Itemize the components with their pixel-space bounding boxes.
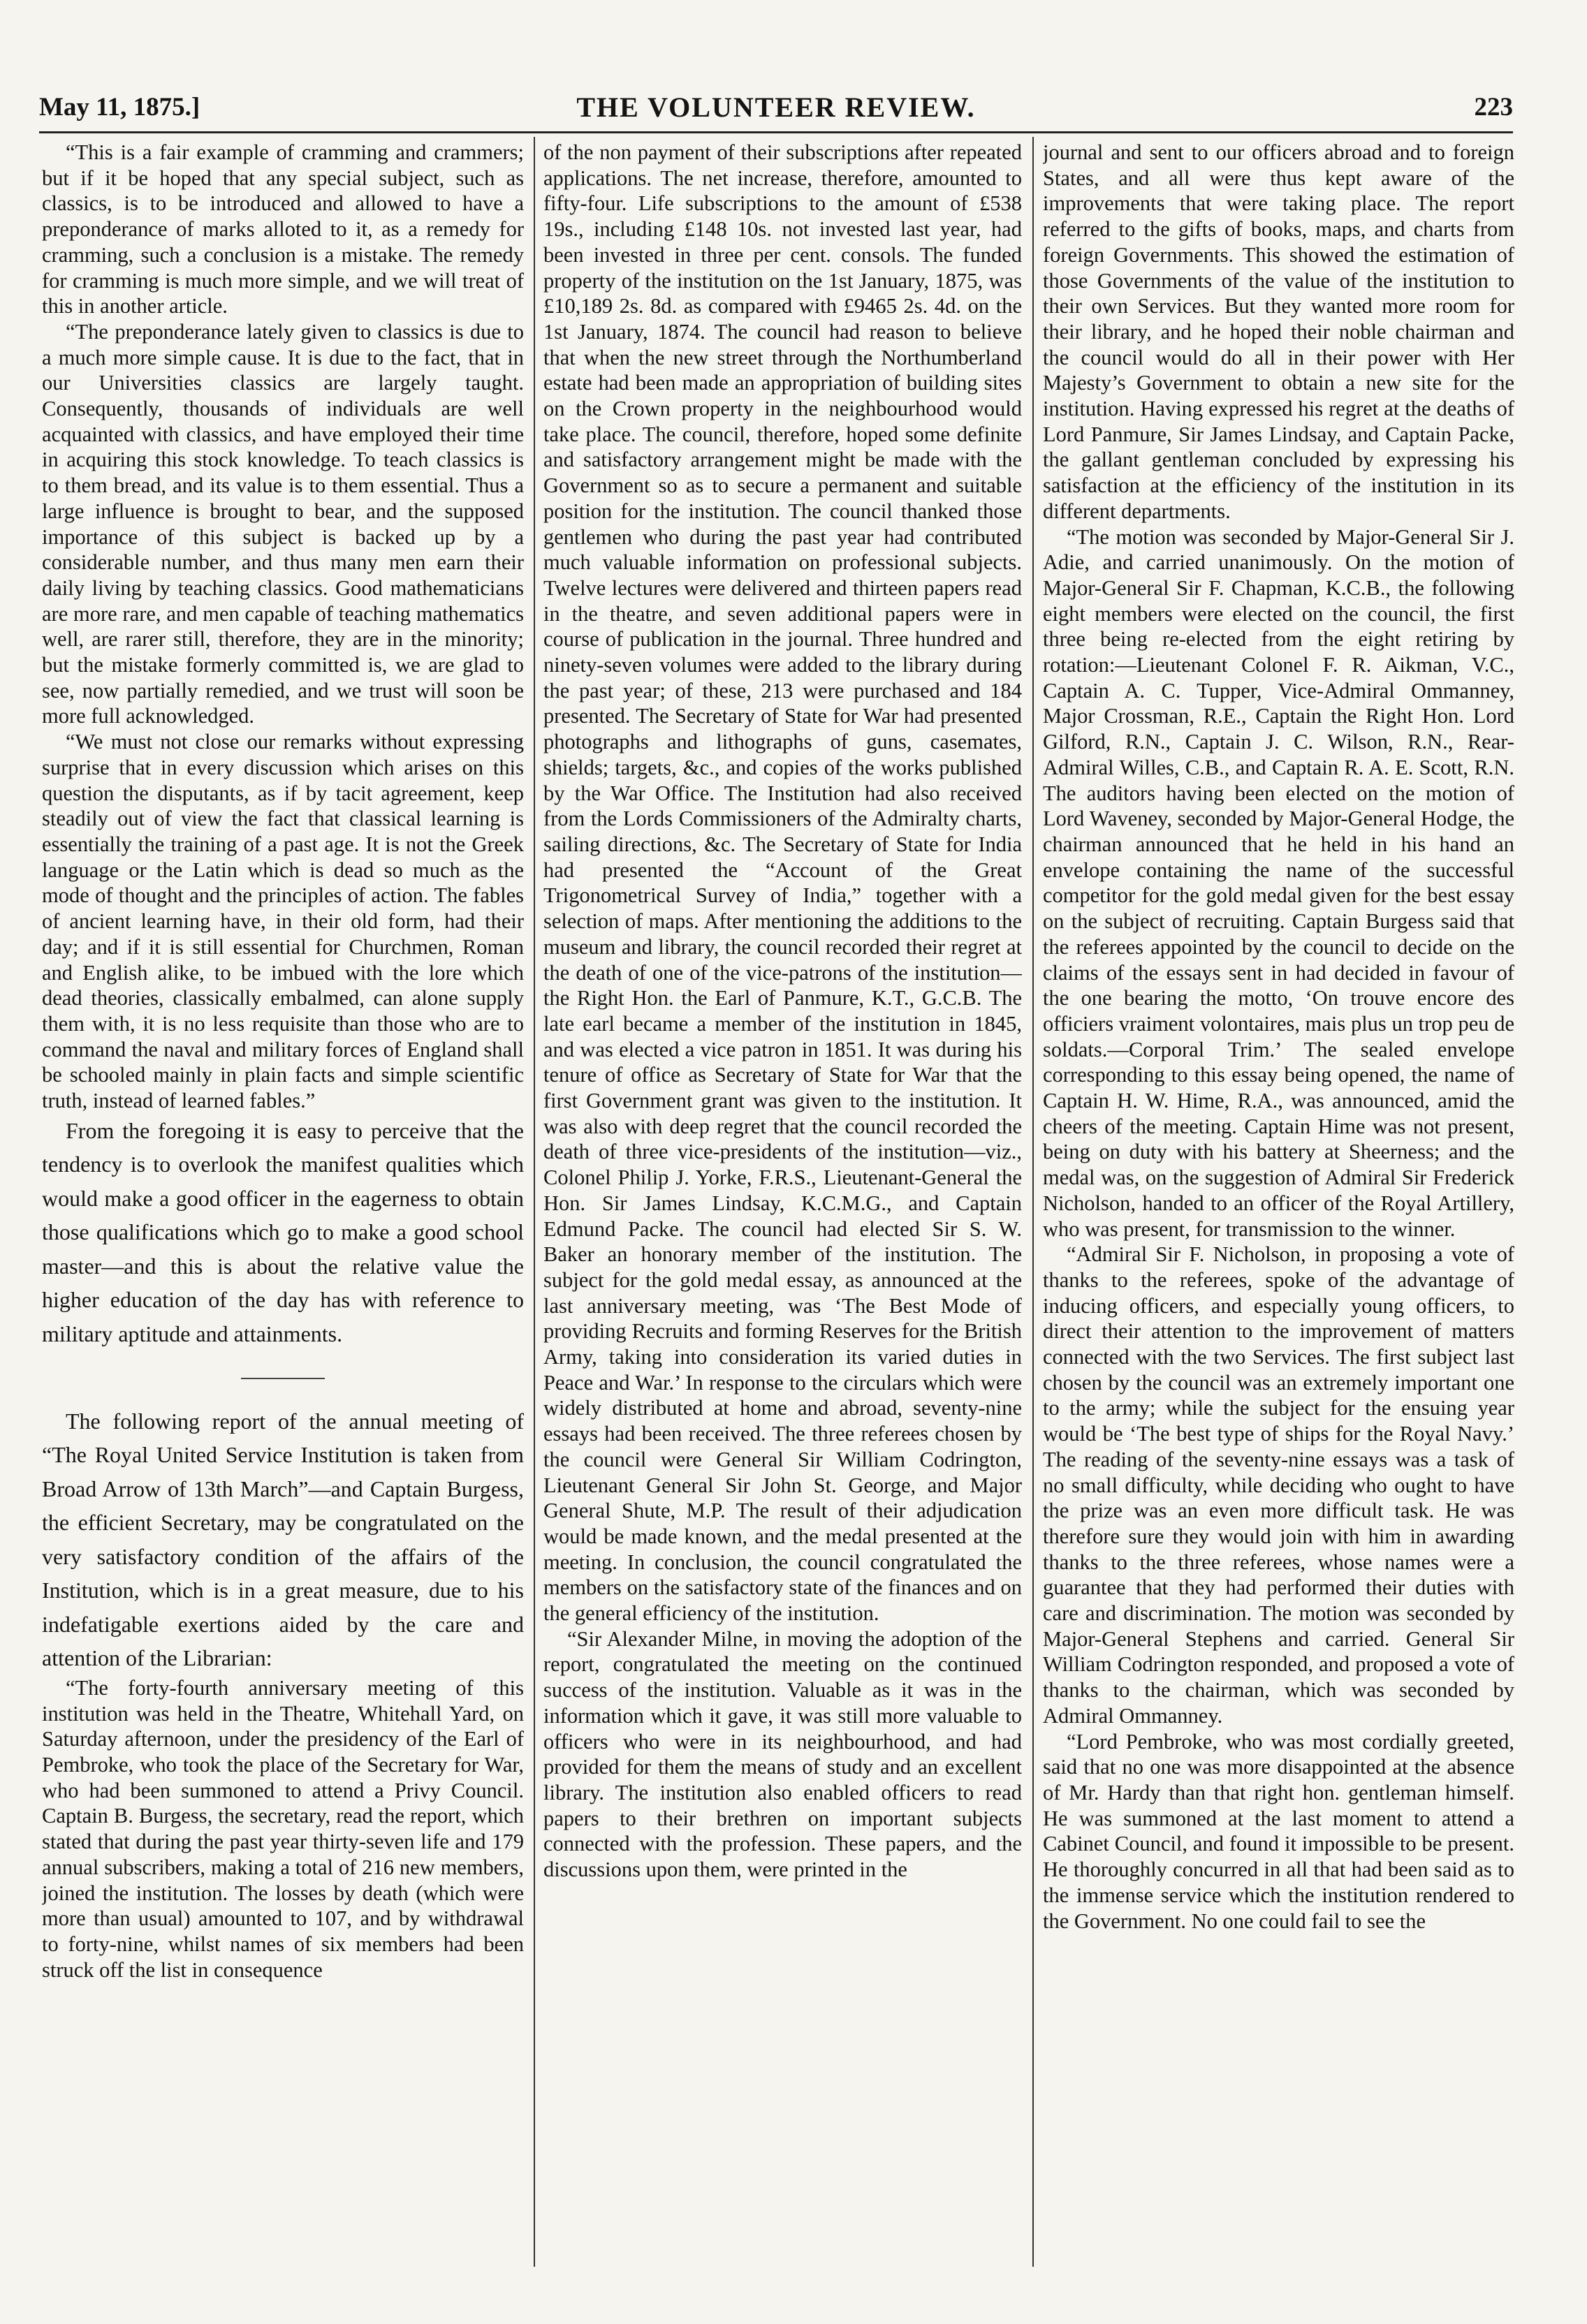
- page-number: 223: [1474, 93, 1513, 122]
- paragraph: From the foregoing it is easy to perceive that the tendency is to overlook the manifest qualities which would make a good officer in the eagerness to obtain those qualifications which go to make a good school master—and this is about the relative value the higher education of the day has with reference to military aptitude and attainments.: [42, 1117, 524, 1346]
- column-1: [42, 140, 524, 2270]
- paragraph: “This is a fair example of cramming and crammers; but if it be hoped that any special subject, such as classics, is to be introduced and allowed to have a preponderance of marks alloted to it, as a remedy for cramming, such a conclusion is a mistake. The remedy for cramming is much more simple, and we will treat of this in another article.: [42, 140, 524, 318]
- column-divider: [534, 137, 535, 2267]
- section-divider: [42, 1365, 524, 1390]
- paragraph: “Admiral Sir F. Nicholson, in proposing a vote of thanks to the referees, spoke of the advantage of inducing officers, and especially young officers, to direct their attention to the improvement of matters connected with the two Services. The first subject last chosen by the council was an extremely important one to the army; while the subject for the ensuing year would be ‘The best type of ships for the Royal Navy.’ The reading of the seventy-nine essays was a task of no small difficulty, while deciding who ought to have the prize was an even more difficult task. He was therefore sure they would join with him in awarding thanks to the three referees, whose names were a guarantee that they had performed their duties with care and discrimination. The motion was seconded by Major-General Stephens and carried. General Sir William Codrington responded, and proposed a vote of thanks to the chairman, which was seconded by Admiral Ommanney.: [1043, 1242, 1514, 1728]
- paragraph: The following report of the annual meeting of “The Royal United Service Institution is taken from Broad Arrow of 13th March”—and Captain Burgess, the efficient Secretary, may be congratulated on the very satisfactory condition of the affairs of the Institution, which is in a great measure, due to his indefatigable exertions aided by the care and attention of the Librarian:: [42, 1408, 524, 1671]
- issue-date: May 11, 1875.]: [39, 93, 200, 122]
- header-rule: [39, 131, 1513, 133]
- paragraph: “The motion was seconded by Major-General Sir J. Adie, and carried unanimously. On the motion of Major-General Sir F. Chapman, K.C.B., the following eight members were elected on the council, the first three being re-elected from the eight retiring by rotation:—Lieutenant Colonel F. R. Aikman, V.C., Captain A. C. Tupper, Vice-Admiral Ommanney, Major Crossman, R.E., Captain the Right Hon. Lord Gilford, R.N., Captain J. C. Wilson, R.N., Rear-Admiral Willes, C.B., and Captain R. A. E. Scott, R.N. The auditors having been elected on the motion of Lord Waveney, seconded by Major-General Hodge, the chairman announced that he held in his hand an envelope containing the name of the successful competitor for the gold medal given for the best essay on the subject of recruiting. Captain Burgess said that the referees appointed by the council to decide on the claims of the essays sent in had decided in favour of the one bearing the motto, ‘On trouve encore des officiers vraiment volontaires, mais plus un trop peu de soldats.—Corporal Trim.’ The sealed envelope corresponding to this essay being opened, the name of Captain H. W. Hime, R.A., was announced, amid the cheers of the meeting. Captain Hime was not present, being on duty with his battery at Sheerness; and the medal was, on the suggestion of Admiral Sir Frederick Nicholson, handed to an officer of the Royal Artillery, who was present, for transmission to the winner.: [1043, 524, 1514, 1241]
- paragraph: “Sir Alexander Milne, in moving the adoption of the report, congratulated the meeting on the continued success of the institution. Valuable as it was in the information which it gave, it was still more valuable to officers who were in its neighbourhood, and had provided for them the means of study and an excellent library. The institution also enabled officers to read papers to their brethren on important subjects connected with the profession. These papers, and the discussions upon them, were printed in the: [543, 1626, 1022, 1882]
- column-divider: [1032, 137, 1034, 2267]
- paragraph: “We must not close our remarks without expressing surprise that in every discussion which arises on this question the disputants, as if by tacit agreement, keep steadily out of view the fact that classical learning is essentially the training of a past age. It is not the Greek language or the Latin which is dead so much as the mode of thought and the principles of action. The fables of ancient learning have, in their old form, had their day; and if it is still essential for Churchmen, Roman and English alike, to be imbued with the lore which dead theories, classically embalmed, can alone supply them with, it is no less requisite than those who are to command the naval and military forces of England shall be schooled mainly in plain facts and simple scientific truth, instead of learned fables.”: [42, 730, 524, 1113]
- page-header: [39, 85, 1513, 130]
- column-3: [1043, 140, 1514, 2270]
- paragraph: “The preponderance lately given to classics is due to a much more simple cause. It is due to the fact, that in our Universities classics are largely taught. Consequently, thousands of individuals are well acquainted with classics, and have employed their time in acquiring this stock knowledge. To teach classics is to them bread, and its value is to them essential. Thus a large influence is brought to bear, and the supposed importance of this subject is backed up by a considerable number, and thus many men earn their daily living by teaching classics. Good mathematicians are more rare, and men capable of teaching mathematics well, are rarer still, therefore, they are in the minority; but the mistake formerly committed is, we are glad to see, now partially remedied, and we trust will soon be more full acknowledged.: [42, 319, 524, 728]
- paragraph: “Lord Pembroke, who was most cordially greeted, said that no one was more disappointed at the absence of Mr. Hardy than that right hon. gentleman himself. He was summoned at the last moment to attend a Cabinet Council, and found it impossible to be present. He thoroughly concurred in all that had been said as to the immense service which the institution rendered to the Government. No one could fail to see the: [1043, 1729, 1514, 1933]
- paragraph: journal and sent to our officers abroad and to foreign States, and all were thus kept aware of the improvements that were taking place. The report referred to the gifts of books, maps, and charts from foreign Governments. This showed the estimation of those Governments of the value of the institution to their own Services. But they wanted more room for their library, and he hoped their noble chairman and the council would do all in their power with Her Majesty’s Government to obtain a new site for the institution. Having expressed his regret at the deaths of Lord Panmure, Sir James Lindsay, and Captain Packe, the gallant gentleman concluded by expressing his satisfaction at the efficiency of the institution in its different departments.: [1043, 140, 1514, 523]
- publication-title: THE VOLUNTEER REVIEW.: [576, 91, 976, 123]
- paragraph: of the non payment of their subscriptions after repeated applications. The net increase, therefore, amounted to fifty-four. Life subscriptions to the amount of £538 19s., including £148 10s. not invested last year, had been invested in three per cent. consols. The funded property of the institution on the 1st January, 1875, was £10,189 2s. 8d. as compared with £9465 2s. 4d. on the 1st January, 1874. The council had reason to believe that when the new street through the Northumberland estate had been made an appropriation of building sites on the Crown property in the neighbourhood would take place. The council, therefore, hoped some definite and satisfactory arrangement might be made with the Government so as to secure a permanent and suitable position for the institution. The council thanked those gentlemen who during the past year had contributed much valuable information on professional subjects. Twelve lectures were delivered and thirteen papers read in the theatre, and seven additional papers were in course of publication in the journal. Three hundred and ninety-seven volumes were added to the library during the past year; of these, 213 were purchased and 184 presented. The Secretary of State for War had presented photographs and lithographs of guns, casemates, shields; targets, &c., and copies of the works published by the War Office. The Institution had also received from the Lords Commissioners of the Admiralty charts, sailing directions, &c. The Secretary of State for India had presented the “Account of the Great Trigonometrical Survey of India,” together with a selection of maps. After mentioning the additions to the museum and library, the council recorded their regret at the death of one of the vice-patrons of the institution—the Right Hon. the Earl of Panmure, K.T., G.C.B. The late earl became a member of the institution in 1845, and was elected a vice patron in 1851. It was during his tenure of office as Secretary of State for War that the first Government grant was given to the institution. It was also with deep regret that the council recorded the death of three vice-presidents of the institution—viz., Colonel Philip J. Yorke, F.R.S., Lieutenant-General the Hon. Sir James Lindsay, K.C.M.G., and Captain Edmund Packe. The council had elected Sir S. W. Baker an honorary member of the institution. The subject for the gold medal essay, as announced at the last anniversary meeting, was ‘The Best Mode of providing Recruits and forming Reserves for the British Army, taking into consideration its varied duties in Peace and War.’ In response to the circulars which were widely distributed at home and abroad, seventy-nine essays had been received. The three referees chosen by the council were General Sir William Codrington, Lieutenant General Sir John St. George, and Major General Shute, M.P. The result of their adjudication would be made known, and the medal presented at the meeting. In conclusion, the council congratulated the members on the satisfactory state of the finances and on the general efficiency of the institution.: [543, 140, 1022, 1626]
- paragraph: “The forty-fourth anniversary meeting of this institution was held in the Theatre, Whitehall Yard, on Saturday afternoon, under the presidency of the Earl of Pembroke, who took the place of the Secretary for War, who had been summoned to attend a Privy Council. Captain B. Burgess, the secretary, read the report, which stated that during the past year thirty-seven life and 179 annual subscribers, making a total of 216 new members, joined the institution. The losses by death (which were more than usual) amounted to 107, and by withdrawal to forty-nine, whilst names of six members had been struck off the list in consequence: [42, 1675, 524, 1982]
- column-2: [543, 140, 1022, 2270]
